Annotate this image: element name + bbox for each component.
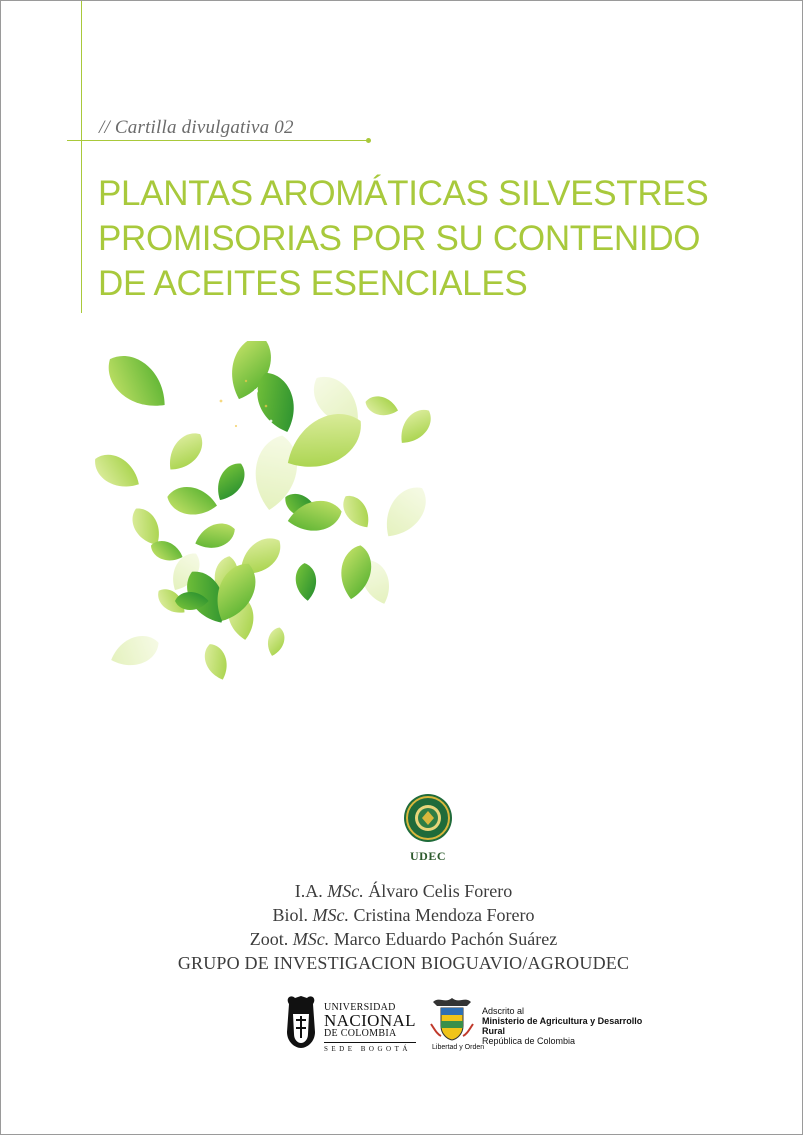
author-name: Álvaro Celis Forero [368,881,513,901]
author-degree: MSc. [292,929,330,949]
udec-logo [402,791,454,865]
ministry-motto: Libertad y Orden [432,1044,485,1051]
unal-line-4: SEDE BOGOTÁ [324,1042,416,1055]
title-line-3: DE ACEITES ESENCIALES [98,264,528,303]
research-group: GRUPO DE INVESTIGACION BIOGUAVIO/AGROUDEC [177,953,630,973]
title-line-1: PLANTAS AROMÁTICAS SILVESTRES [98,174,709,213]
udec-label: UDEC [409,849,446,863]
udec-emblem-icon [402,791,454,849]
author-degree: MSc. [312,905,350,925]
leaves-illustration [76,341,456,681]
ministry-line-3: República de Colombia [482,1036,576,1046]
unal-shield-icon [281,994,321,1050]
unal-logo [281,994,416,1054]
accent-line-dot [366,138,371,143]
author-degree: MSc. [327,881,364,901]
author-line-1 [1,879,805,903]
unal-line-2: NACIONAL [324,1011,416,1030]
cover-title [98,171,778,306]
author-prefix: I.A. [294,881,323,901]
author-line-2 [1,903,805,927]
ministry-line-1: Adscrito al [482,1006,525,1016]
author-prefix: Biol. [272,905,309,925]
unal-text [324,1002,416,1055]
ministry-logo [429,994,659,1058]
author-prefix: Zoot. [249,929,289,949]
authors-block [1,879,805,975]
title-line-2: PROMISORIAS POR SU CONTENIDO [98,219,701,258]
author-name: Cristina Mendoza Forero [353,905,535,925]
author-line-3 [1,927,805,951]
series-label: // Cartilla divulgativa 02 [99,117,294,138]
vertical-accent-line [81,1,82,313]
ministry-text [482,1006,659,1046]
unal-line-1: UNIVERSIDAD [324,1002,396,1013]
horizontal-accent-line [67,140,369,141]
colombia-coat-of-arms-icon [429,994,475,1044]
ministry-line-2: Ministerio de Agricultura y Desarrollo Rural [482,1016,643,1036]
unal-line-3: DE COLOMBIA [324,1028,397,1039]
author-name: Marco Eduardo Pachón Suárez [333,929,558,949]
